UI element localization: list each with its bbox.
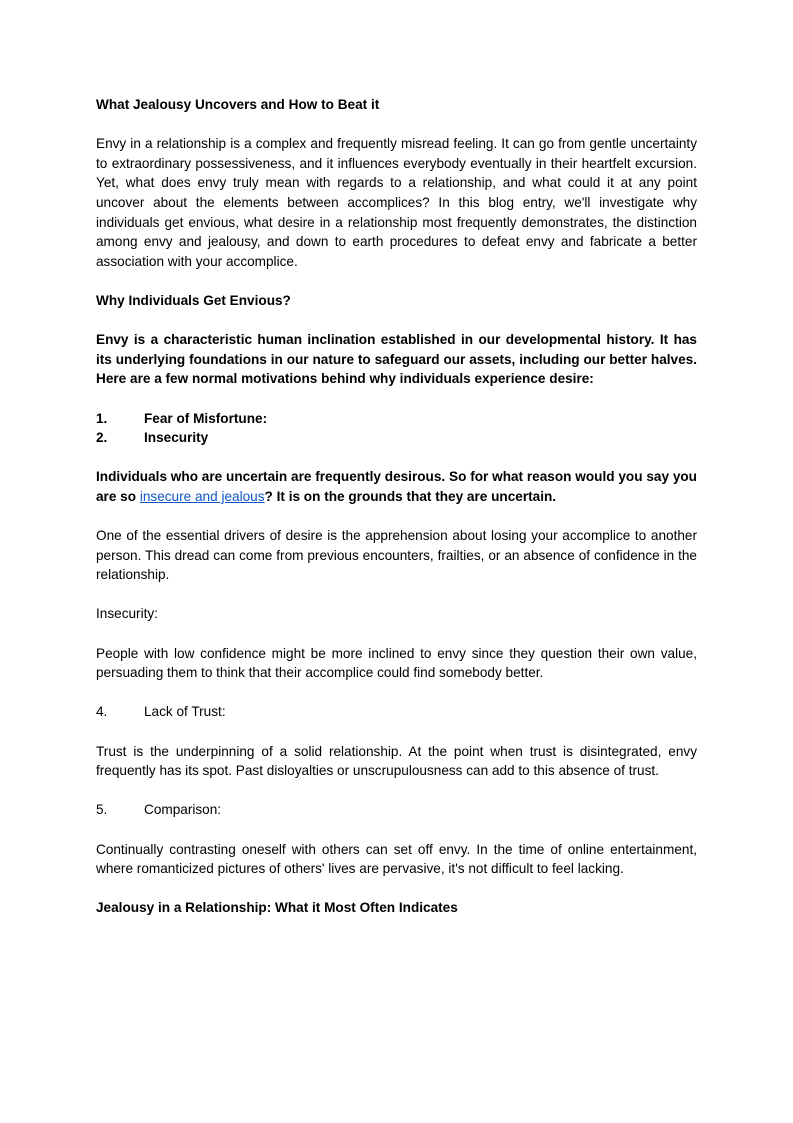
list-item <box>96 409 697 429</box>
list-item <box>96 428 697 448</box>
list-label: Comparison: <box>144 802 222 818</box>
document-title: What Jealousy Uncovers and How to Beat it <box>96 97 380 112</box>
text: Individuals who are uncertain are frequently desirous. So for what reason would you say you are so <box>96 469 697 504</box>
section-heading: Jealousy in a Relationship: What it Most Often Indicates <box>96 900 458 916</box>
list-label: Fear of Misfortune: <box>144 410 268 426</box>
list-number: 2. <box>96 430 108 446</box>
list-label: Insecurity <box>144 430 209 446</box>
insecurity-label: Insecurity: <box>96 606 158 622</box>
text: ? It is on the grounds that they are uncertain. <box>264 488 557 504</box>
insecurity-paragraph: People with low confidence might be more inclined to envy since they question their own value, persuading them to think that their accomplice could find somebody better. <box>96 645 697 681</box>
list-number: 5. <box>96 802 108 818</box>
document-body <box>96 95 697 938</box>
list-item <box>96 800 697 820</box>
fear-paragraph: One of the essential drivers of desire is the apprehension about losing your accomplice to another person. This dread can come from previous encounters, frailties, or an absence of confidence in the relationship. <box>96 528 697 583</box>
numbered-list <box>96 409 697 448</box>
trust-paragraph: Trust is the underpinning of a solid relationship. At the point when trust is disintegrated, envy frequently has its spot. Past disloyalties or unscrupulousness can add to this absence of trust. <box>96 743 697 779</box>
list-number: 4. <box>96 704 108 720</box>
list-label: Lack of Trust: <box>144 704 226 720</box>
list-item <box>96 702 697 722</box>
insecure-paragraph <box>96 467 697 506</box>
insecure-and-jealous-link[interactable]: insecure and jealous <box>139 488 265 504</box>
bold-paragraph: Envy is a characteristic human inclination established in our developmental history. It has its underlying foundations in our nature to safeguard our assets, including our better halves. Here are a few normal motivations behind why individuals experience desire: <box>96 332 697 387</box>
section-heading: Why Individuals Get Envious? <box>96 292 291 308</box>
intro-paragraph: Envy in a relationship is a complex and frequently misread feeling. It can go from gentle uncertainty to extraordinary possessiveness, and it influences everybody eventually in their heartfelt excursion. Yet, what does envy truly mean with regards to a relationship, and what could it at any point uncover about the elements between accomplices? In this blog entry, we'll investigate why individuals get envious, what desire in a relationship most frequently demonstrates, the distinction among envy and jealousy, and down to earth procedures to defeat envy and fabricate a better association with your accomplice. <box>96 136 697 269</box>
list-number: 1. <box>96 410 108 426</box>
comparison-paragraph: Continually contrasting oneself with others can set off envy. In the time of online entertainment, where romanticized pictures of others' lives are pervasive, it's not difficult to feel lacking. <box>96 841 697 877</box>
